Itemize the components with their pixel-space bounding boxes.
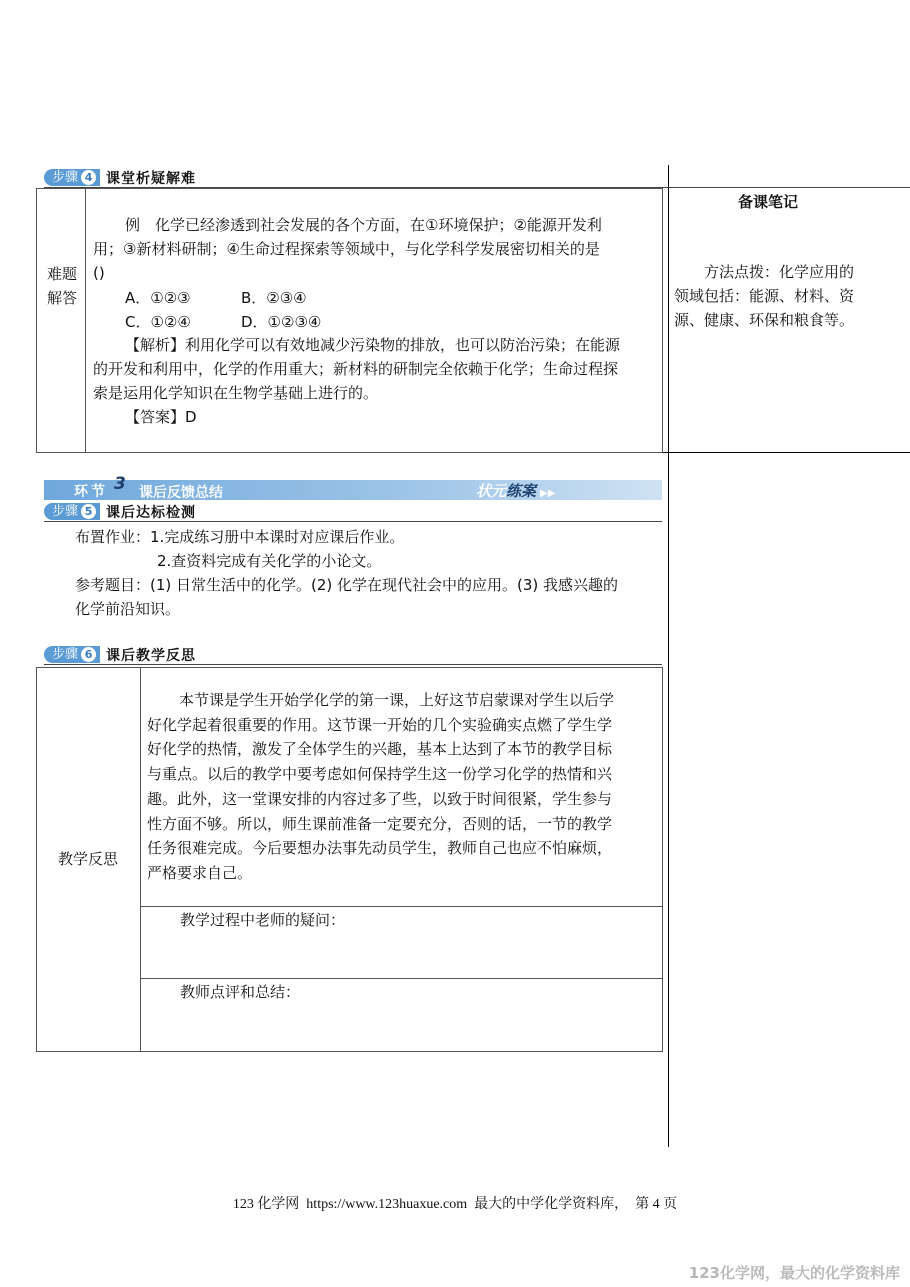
option-b: B．②③④: [241, 289, 307, 307]
homework-line-1: 布置作业：1.完成练习册中本课时对应课后作业。: [75, 528, 405, 546]
option-c: C．①②④: [125, 313, 191, 331]
step4-label: 步骤: [52, 170, 79, 185]
page-footer: 123 化学网 https://www.123huaxue.com 最大的中学化学资料库， 第 4 页: [232, 1197, 678, 1212]
reflection-row-line-2: [140, 978, 663, 979]
example-line-2: 用；③新材料研制；④生命过程探索等领域中，与化学科学发展密切相关的是: [93, 240, 600, 258]
step5-pill: [44, 503, 100, 520]
step6-underline: [44, 664, 662, 665]
difficulty-label-2: 解答: [46, 289, 77, 307]
step6-label: 步骤: [52, 647, 79, 662]
step6-title: 课后教学反思: [106, 647, 197, 664]
step5-number: 5: [81, 504, 96, 519]
reference-line-2: 化学前沿知识。: [75, 600, 181, 618]
step5-title: 课后达标检测: [106, 504, 197, 521]
analysis-line-3: 索是运用化学知识在生物学基础上进行的。: [93, 384, 379, 402]
step5-label: 步骤: [52, 504, 79, 519]
reflection-table-divider: [140, 667, 141, 1052]
example-line-3: (): [93, 264, 105, 282]
step5-header: [44, 503, 196, 520]
difficulty-row-label: [43, 262, 81, 310]
difficulty-table-divider: [85, 188, 86, 453]
step6-number: 6: [81, 647, 96, 662]
analysis-line-1: 【解析】利用化学可以有效地减少污染物的排放，也可以防治污染；在能源: [125, 336, 621, 354]
step4-header: [44, 169, 196, 186]
analysis: [93, 333, 663, 405]
reference-line-1: 参考题目：(1) 日常生活中的化学。(2) 化学在现代社会中的应用。(3) 我感兴趣的: [75, 576, 619, 594]
notes-column-divider: [668, 165, 669, 1147]
analysis-line-2: 的开发和利用中，化学的作用重大；新材料的研制完全依赖于化学；生命过程探: [93, 360, 619, 378]
reflection-row-line-1: [140, 906, 663, 907]
option-d: D．①②③④: [241, 313, 322, 331]
homework-line-2: 2.查资料完成有关化学的小论文。: [157, 552, 382, 570]
option-a: A．①②③: [125, 289, 191, 307]
practice-link[interactable]: [476, 480, 555, 501]
step5-underline: [44, 521, 662, 522]
reflection-line-6: 性方面不够。所以，师生课前准备一定要充分，否则的话，一节的教学: [147, 814, 613, 833]
reflection-line-3: 好化学的热情，激发了全体学生的兴趣，基本上达到了本节的教学目标: [147, 740, 613, 759]
difficulty-bottom-line: [663, 452, 910, 453]
practice-label-b: 练案: [506, 482, 537, 500]
step4-title: 课堂析疑解难: [106, 170, 197, 187]
section3-number: 3: [114, 474, 126, 494]
step4-pill: [44, 169, 100, 186]
reflection-line-2: 好化学起着很重要的作用。这节课一开始的几个实验确实点燃了学生学: [147, 715, 613, 734]
example-line-1: 例 化学已经渗透到社会发展的各个方面，在①环境保护；②能源开发利: [125, 216, 602, 234]
section3-label: 环节: [74, 484, 108, 500]
reflection-line-7: 任务很难完成。今后要想办法事先动员学生，教师自己也应不怕麻烦，: [147, 839, 613, 858]
reflection-line-1: 本节课是学生开始学化学的第一课，上好这节启蒙课对学生以后学: [179, 691, 615, 709]
answer: 【答案】D: [125, 408, 197, 426]
section3-title: 课后反馈总结: [139, 485, 223, 501]
double-arrow-icon: ▶▶: [540, 488, 556, 499]
watermark: 123化学网，最大的化学资料库: [688, 1264, 900, 1282]
section3-banner: [44, 474, 662, 501]
reflection-line-5: 趣。此外，这一堂课安排的内容过多了些，以致于时间很紧，学生参与: [147, 789, 613, 808]
notes-line-2: 领域包括：能源、材料、资: [674, 287, 855, 305]
reflection-line-4: 与重点。以后的教学中要考虑如何保持学生这一份学习化学的热情和兴: [147, 765, 613, 784]
reflection-row-label: 教学反思: [57, 850, 118, 868]
step6-pill: [44, 646, 100, 663]
difficulty-label-1: 难题: [46, 265, 77, 283]
practice-label-a: 状元: [476, 482, 507, 500]
step4-number: 4: [81, 170, 96, 185]
questions-label: 教学过程中老师的疑问：: [180, 911, 346, 929]
reflection-line-8: 严格要求自己。: [147, 863, 253, 882]
reflection-text: [147, 688, 659, 886]
notes-body: [674, 260, 904, 332]
step6-header: [44, 646, 196, 663]
notes-title: 备课笔记: [738, 193, 799, 211]
notes-line-1: 方法点拨：化学应用的: [704, 263, 855, 281]
notes-line-3: 源、健康、环保和粮食等。: [674, 311, 855, 329]
example-question: [93, 213, 663, 285]
comments-label: 教师点评和总结：: [180, 983, 301, 1001]
